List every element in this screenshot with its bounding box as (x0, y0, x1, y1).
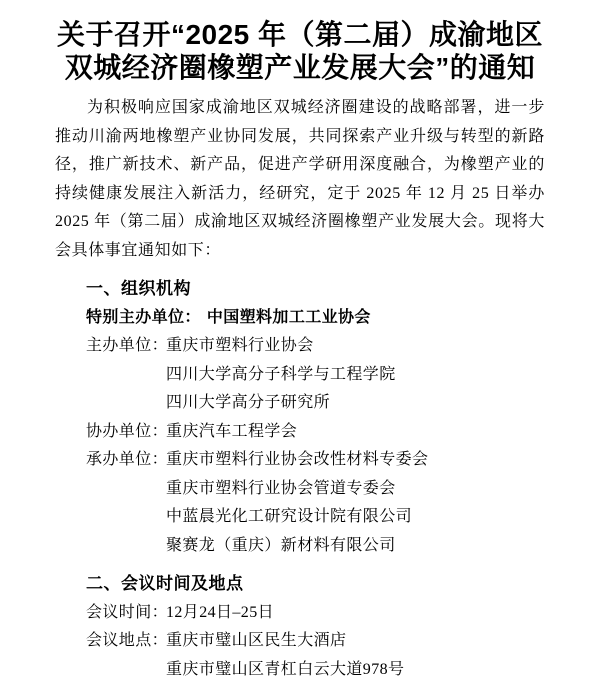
section-2-heading: 二、会议时间及地点 (86, 574, 244, 593)
doc-title-line2: 双城经济圈橡塑产业发展大会”的通知 (64, 52, 536, 83)
org-value-special-host: 中国塑料加工工业协会 (206, 308, 371, 326)
org-row-host-cont (55, 389, 545, 418)
org-row-special-host (86, 304, 545, 333)
org-value-organizer: 重庆市塑料行业协会改性材料专委会 (166, 451, 429, 468)
section-1-heading: 一、组织机构 (86, 279, 191, 298)
doc-title-line1: 关于召开“2025 年（第二届）成渝地区 (56, 19, 544, 50)
org-value-organizer-2: 重庆市塑料行业协会管道专委会 (166, 479, 396, 497)
meeting-place-value: 重庆市璧山区民生大酒店 (166, 632, 347, 649)
meeting-time-label: 会议时间： (86, 603, 169, 621)
org-label-organizer: 承办单位： (86, 451, 169, 468)
org-row-cohost (86, 418, 545, 447)
org-value-organizer-4: 聚赛龙（重庆）新材料有限公司 (166, 536, 396, 554)
org-value-host-3: 四川大学高分子研究所 (166, 394, 331, 411)
org-value-cohost: 重庆汽车工程学会 (166, 422, 298, 440)
meeting-place-row (86, 627, 545, 656)
org-row-host (86, 332, 545, 361)
meeting-address-row (55, 656, 545, 685)
meeting-place-label: 会议地点： (86, 632, 169, 649)
org-row-organizer-cont (55, 475, 545, 504)
org-value-host: 重庆市塑料行业协会 (166, 337, 314, 354)
meeting-time-value: 12月24日–25日 (166, 603, 275, 621)
org-value-host-2: 四川大学高分子科学与工程学院 (166, 365, 396, 383)
org-row-organizer (86, 446, 545, 475)
doc-title (55, 18, 545, 84)
org-label-special-host: 特别主办单位： (86, 308, 201, 326)
meeting-address-value: 重庆市璧山区青杠白云大道978号 (166, 660, 405, 678)
meeting-time-row (86, 599, 545, 628)
org-label-host: 主办单位： (86, 337, 169, 354)
org-value-organizer-3: 中蓝晨光化工研究设计院有限公司 (166, 508, 413, 525)
org-row-organizer-cont (55, 503, 545, 532)
org-row-organizer-cont (55, 532, 545, 561)
org-label-cohost: 协办单位： (86, 422, 169, 440)
intro-paragraph: 为积极响应国家成渝地区双城经济圈建设的战略部署，进一步推动川渝两地橡塑产业协同发展，共同探索产业升级与转型的新路径，推广新技术、新产品，促进产学研用深度融合，为橡塑产业的持续健康发展注入新活力，经研究，定于 2025 年 12 月 25 日举办 2025 年（第二届）成渝地区双城经济圈橡塑产业发展大会。现将大会具体事宜通知如下： (55, 99, 545, 259)
org-row-host-cont (55, 361, 545, 390)
